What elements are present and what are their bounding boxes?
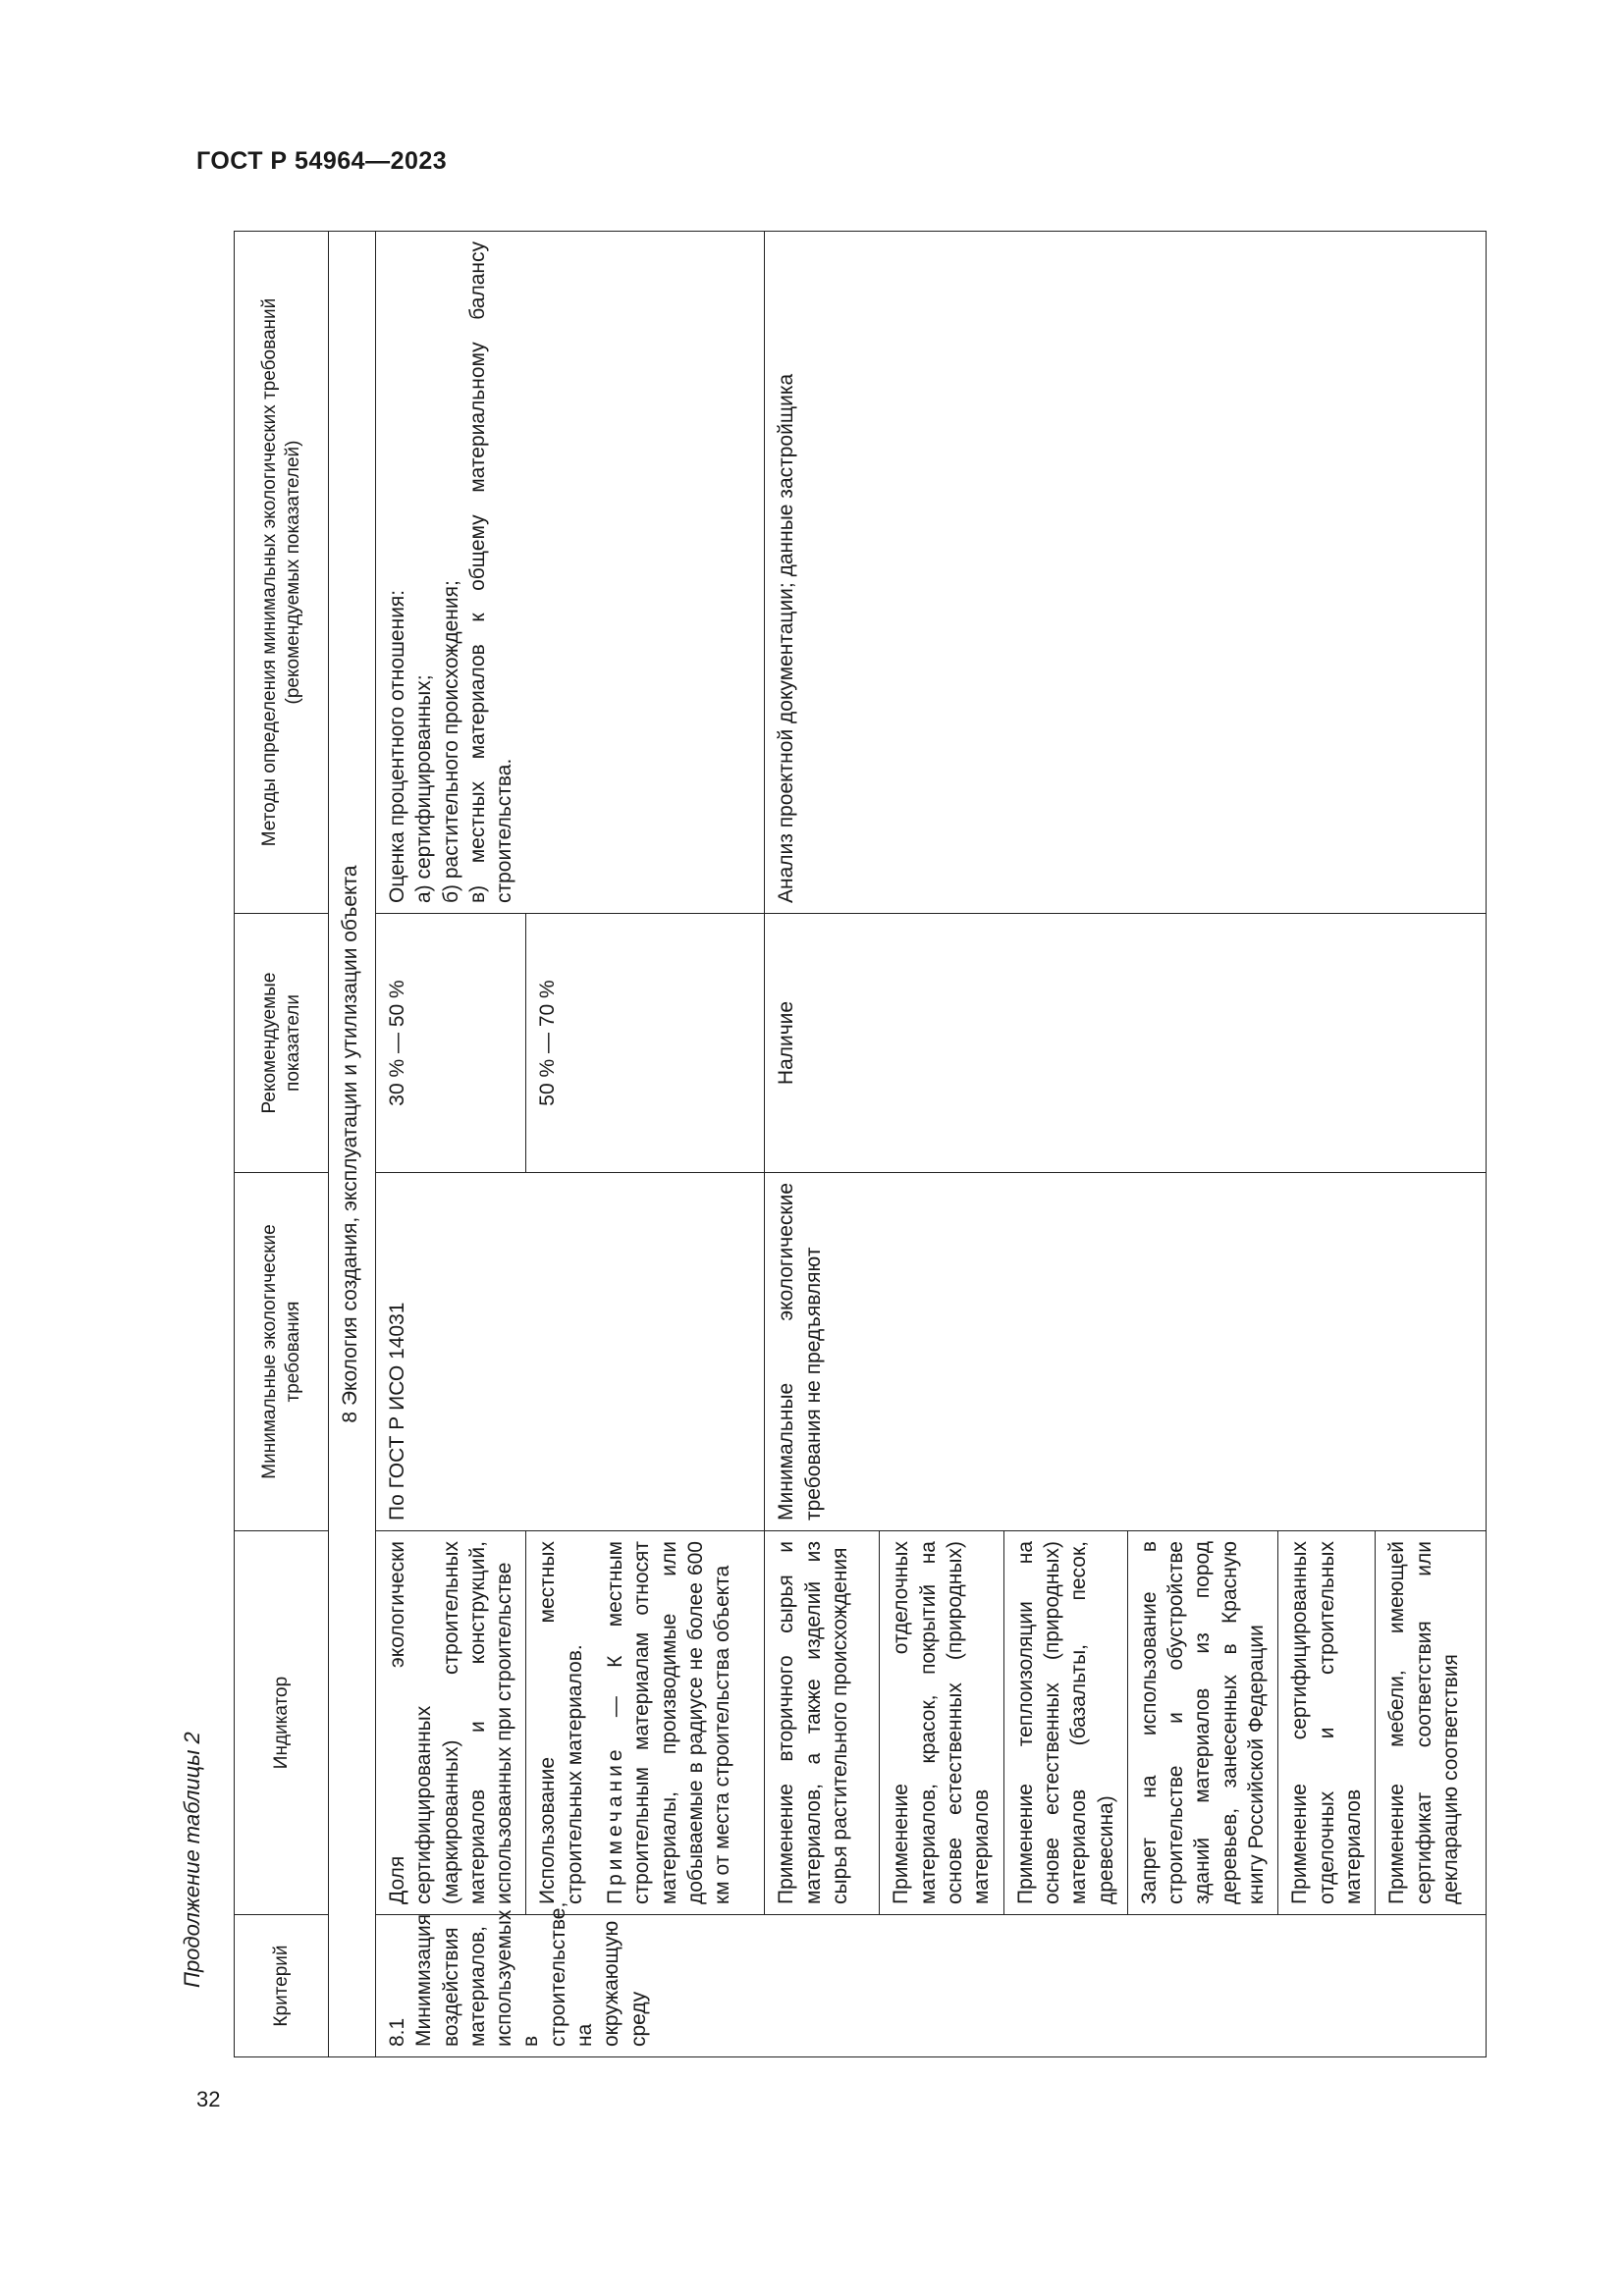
table-header-row [235,232,329,2057]
min-req-cell: Минимальные экологические требования не предъявляют [765,1173,1487,1531]
note [602,1541,735,1904]
criterion-cell: 8.1 Минимизация воздействия материалов, используемых в строительстве, на окружающую среду [376,1915,1487,2057]
section-title: 8 Экология создания, эксплуатации и утилизации объекта [329,232,376,2057]
recommended-cell: 30 % — 50 % [376,914,526,1173]
min-req-cell: По ГОСТ Р ИСО 14031 [376,1173,765,1531]
recommended-cell: Наличие [765,914,1487,1173]
header-recommended: Рекомендуемые показатели [235,914,329,1173]
section-row [329,232,376,2057]
methods-line: в) местных материалов к общему материальному балансу строительства. [465,241,516,903]
methods-line: б) растительного происхождения; [439,580,462,903]
header-min-requirements: Минимальные экологические требования [235,1173,329,1531]
indicator-cell: Применение теплоизоляции на основе естественных (природных) материалов (базальты, песок, древесина) [1003,1531,1127,1915]
indicator-cell: Применение вторичного сырья и материалов, а также изделий из сырья растительного происхождения [765,1531,880,1915]
table-row [376,232,526,2057]
table-row [765,232,880,2057]
header-methods: Методы определения минимальных экологических требований (рекомендуемых показателей) [235,232,329,914]
indicator-cell: Применение сертифицированных отделочных и строительных материалов [1278,1531,1376,1915]
indicator-cell: Запрет на использование в строительстве и обустройстве зданий материалов из пород деревьев, занесенных в Красную книгу Российской Федерации [1127,1531,1277,1915]
note-label: Примечание [604,1745,627,1904]
note-text: — К местным строительным материалам относят материалы, производимые или добываемые в радиусе не более 600 км от места строительства объекта [604,1541,734,1904]
rotated-table-container [234,232,1462,2057]
methods-line: а) сертифицированных; [412,674,436,903]
document-title: ГОСТ Р 54964—2023 [196,147,448,175]
indicator-cell: Доля экологически сертифицированных (маркированных) строительных материалов и конструкций, использованных при строительстве [376,1531,526,1915]
recommended-cell: 50 % — 70 % [526,914,765,1173]
methods-cell [376,232,765,914]
table-caption: Продолжение таблицы 2 [180,1732,204,1988]
header-indicator: Индикатор [235,1531,329,1915]
indicator-cell: Применение отделочных материалов, красок, покрытий на основе естественных (природных) материалов [880,1531,1003,1915]
methods-line: Оценка процентного отношения: [386,589,408,903]
requirements-table [234,231,1487,2057]
indicator-cell: Применение мебели, имеющей сертификат соответствия или декларацию соответствия [1376,1531,1487,1915]
page-number: 32 [196,2087,221,2111]
indicator-text: Использование местных строительных материалов. [536,1541,586,1904]
indicator-cell [526,1531,765,1915]
methods-cell: Анализ проектной документации; данные застройщика [765,232,1487,914]
header-criterion: Критерий [235,1915,329,2057]
